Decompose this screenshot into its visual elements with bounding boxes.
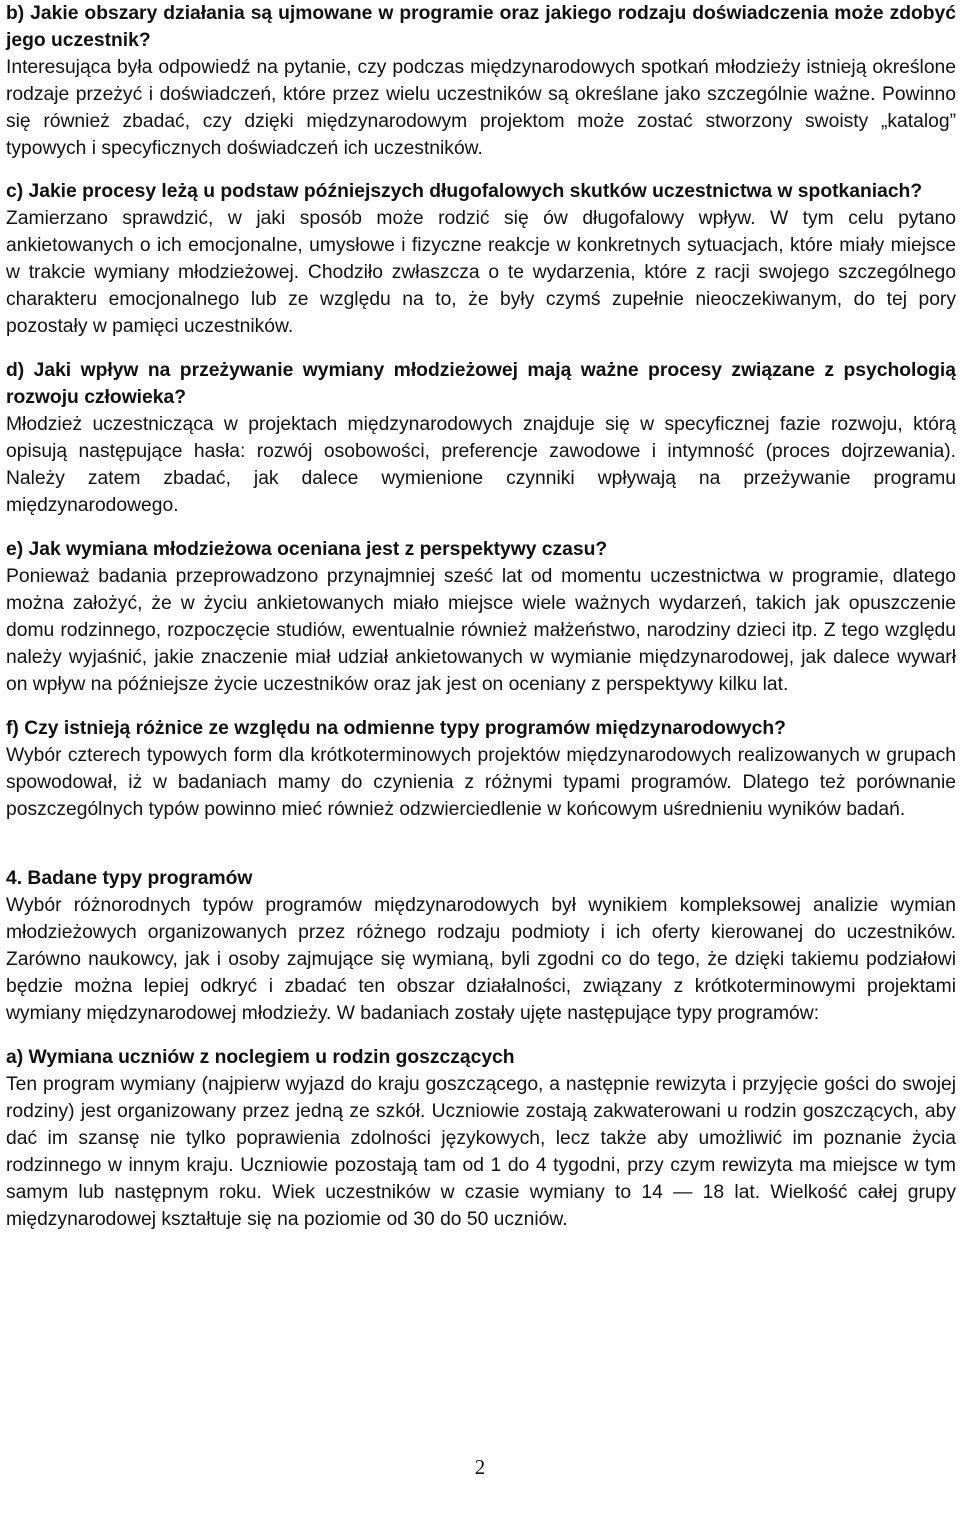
section-body: Młodzież uczestnicząca w projektach międzynarodowych znajduje się w specyficznej fazie rozwoju, którą opisują następujące hasła: rozwój osobowości, preferencje zawodowe i intymność (proces dojrzewania). Należy zatem zbadać, jak dalece wymienione czynniki wpływają na przeżywanie programu międzynarodowego.: [6, 414, 956, 516]
page-number: 2: [474, 1455, 486, 1479]
section-body: Wybór czterech typowych form dla krótkoterminowych projektów międzynarodowych realizowanych w grupach spowodował, iż w badaniach mamy do czynienia z różnymi typami programów. Dlatego też porównanie poszczególnych typów powinno mieć również odzwierciedlenie w końcowym uśrednieniu wyników badań.: [6, 745, 956, 820]
section-e: [6, 536, 956, 698]
section-f: [6, 715, 956, 823]
section-heading: f) Czy istnieją różnice ze względu na odmienne typy programów międzynarodowych?: [6, 718, 786, 739]
section-heading: d) Jaki wpływ na przeżywanie wymiany młodzieżowej mają ważne procesy związane z psychologią rozwoju człowieka?: [6, 360, 956, 408]
section-c: [6, 178, 956, 340]
section-d: [6, 357, 956, 519]
section-heading: c) Jakie procesy leżą u podstaw późniejszych długofalowych skutków uczestnictwa w spotkaniach?: [6, 181, 923, 202]
section-heading: b) Jakie obszary działania są ujmowane w programie oraz jakiego rodzaju doświadczenia może zdobyć jego uczestnik?: [6, 3, 956, 51]
section-heading: a) Wymiana uczniów z noclegiem u rodzin goszczących: [6, 1047, 515, 1068]
section-heading: 4. Badane typy programów: [6, 868, 253, 889]
section-body: Ponieważ badania przeprowadzono przynajmniej sześć lat od momentu uczestnictwa w programie, dlatego można założyć, że w życiu ankietowanych miało miejsce wiele ważnych wydarzeń, takich jak opuszczenie domu rodzinnego, rozpoczęcie studiów, ewentualnie również małżeństwo, narodziny dzieci itp. Z tego względu należy wyjaśnić, jakie znaczenie miał udział ankietowanych w wymianie międzynarodowej, jak dalece wywarł on wpływ na późniejsze życie uczestników oraz jak jest on oceniany z perspektywy kilku lat.: [6, 566, 956, 695]
section-body: Ten program wymiany (najpierw wyjazd do kraju goszczącego, a następnie rewizyta i przyjęcie gości do swojej rodziny) jest organizowany przez jedną ze szkół. Uczniowie zostają zakwaterowani u rodzin goszczących, aby dać im szansę nie tylko poprawienia zdolności językowych, lecz także aby umożliwić im poznanie życia rodzinnego w innym kraju. Uczniowie pozostają tam od 1 do 4 tygodni, przy czym rewizyta ma miejsce w tym samym lub następnym roku. Wiek uczestników w czasie wymiany to 14 — 18 lat. Wielkość całej grupy międzynarodowej kształtuje się na poziomie od 30 do 50 uczniów.: [6, 1074, 956, 1230]
document-page: [6, 0, 956, 1233]
section-4: [6, 865, 956, 1027]
section-b: [6, 0, 956, 162]
section-body: Zamierzano sprawdzić, w jaki sposób może rodzić się ów długofalowy wpływ. W tym celu pytano ankietowanych o ich emocjonalne, umysłowe i fizyczne reakcje w konkretnych sytuacjach, które miały miejsce w trakcie wymiany młodzieżowej. Chodziło zwłaszcza o te wydarzenia, które z racji swojego szczególnego charakteru emocjonalnego lub ze względu na to, że były czymś zupełnie nieoczekiwanym, do tej pory pozostały w pamięci uczestników.: [6, 208, 956, 337]
section-body: Wybór różnorodnych typów programów międzynarodowych był wynikiem kompleksowej analizie wymian młodzieżowych organizowanych przez różnego rodzaju podmioty i ich oferty kierowanej do uczestników. Zarówno naukowcy, jak i osoby zajmujące się wymianą, byli zgodni co do tego, że dzięki takiemu podziałowi będzie można lepiej odkryć i zbadać ten obszar działalności, związany z krótkoterminowymi projektami wymiany międzynarodowej młodzieży. W badaniach zostały ujęte następujące typy programów:: [6, 895, 956, 1024]
section-heading: e) Jak wymiana młodzieżowa oceniana jest z perspektywy czasu?: [6, 539, 608, 560]
section-body: Interesująca była odpowiedź na pytanie, czy podczas międzynarodowych spotkań młodzieży istnieją określone rodzaje przeżyć i doświadczeń, które przez wielu uczestników są określane jako szczególnie ważne. Powinno się również zbadać, czy dzięki międzynarodowym projektom może zostać stworzony swoisty „katalog” typowych i specyficznych doświadczeń ich uczestników.: [6, 57, 956, 159]
section-4a: [6, 1044, 956, 1233]
